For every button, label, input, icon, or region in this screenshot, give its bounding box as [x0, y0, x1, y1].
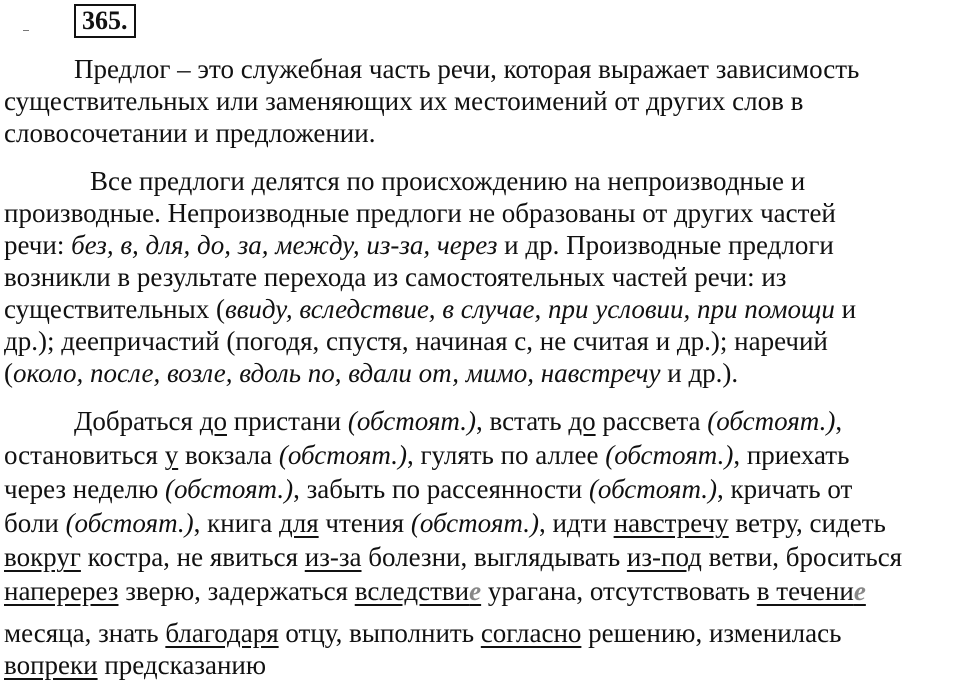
role-note: (обстоят.)	[588, 474, 718, 504]
preposition	[757, 576, 866, 606]
text: и др. Производные предлоги	[497, 230, 834, 260]
classification-line-4: возникли в результате перехода из самостоятельных частей речи: из	[4, 262, 787, 292]
text: остановиться	[4, 440, 165, 470]
margin-mark	[23, 30, 29, 31]
classification-line-7	[4, 358, 956, 389]
answer-line-8	[4, 650, 956, 681]
classification-line-1: Все предлоги делятся по происхождению на непроизводные и	[90, 166, 806, 196]
answer-line-4	[4, 508, 956, 539]
highlighted-ending: е	[853, 576, 866, 606]
text: решению, изменилась	[581, 618, 842, 648]
role-note: (обстоят.)	[165, 474, 294, 504]
text: месяца, знать	[4, 618, 166, 648]
text: ветви, броситься	[701, 542, 903, 572]
text: костра, не явиться	[80, 542, 305, 572]
text: урагана, отсутствовать	[481, 576, 757, 606]
text: отцу, выполнить	[278, 618, 481, 648]
text: ветру, сидеть	[728, 508, 886, 538]
definition-line-3: словосочетании и предложении.	[4, 118, 376, 148]
text: пристани	[226, 406, 348, 436]
text: речи:	[4, 230, 72, 260]
preposition: до	[199, 406, 227, 436]
classification-line-2: производные. Непроизводные предлоги не образованы от других частей	[4, 198, 836, 228]
classification-line-3	[4, 230, 956, 261]
preposition: до	[568, 406, 596, 436]
text: и др.).	[660, 358, 739, 388]
role-note: (обстоят.)	[605, 440, 734, 470]
text: чтения	[318, 508, 411, 538]
text: (	[4, 358, 13, 388]
classification-line-6: др.); деепричастий (погодя, спустя, начиная с, не считая и др.); наречий	[4, 326, 828, 356]
preposition: наперерез	[4, 576, 119, 606]
answer-line-6	[4, 576, 956, 607]
answer-line-7	[4, 618, 956, 649]
role-note: (обстоят.)	[410, 508, 539, 538]
answer-line-2	[4, 440, 956, 471]
text: ,	[835, 406, 843, 436]
text: боли	[4, 508, 66, 538]
preposition-stem: вследстви	[354, 576, 470, 606]
text: , идти	[538, 508, 614, 538]
text: , кричать от	[717, 474, 853, 504]
preposition	[355, 576, 481, 606]
text: предсказанию	[97, 650, 267, 680]
noun-derived-examples: ввиду, вследствие, в случае, при условии, при помощи	[224, 294, 835, 324]
classification-line-5	[4, 294, 956, 325]
adverb-derived-examples: около, после, возле, вдоль по, вдали от, мимо, навстречу	[13, 358, 661, 388]
text: Добраться	[74, 406, 200, 436]
definition-line-2: существительных или заменяющих их местоимений от других слов в	[4, 86, 804, 116]
preposition: вопреки	[4, 650, 98, 680]
text: и	[834, 294, 857, 324]
role-note: (обстоят.)	[347, 406, 476, 436]
preposition: благодаря	[165, 618, 279, 648]
role-note: (обстоят.)	[707, 406, 836, 436]
text: , книга	[193, 508, 279, 538]
primitive-prepositions-examples: без, в, для, до, за, между, из-за, через	[71, 230, 498, 260]
preposition: вокруг	[4, 542, 81, 572]
answer-line-3	[4, 474, 956, 505]
text: , гулять по аллее	[406, 440, 606, 470]
role-note: (обстоят.)	[278, 440, 407, 470]
definition-line-1: Предлог – это служебная часть речи, которая выражает зависимость	[74, 54, 860, 84]
preposition: у	[164, 440, 179, 470]
exercise-number: 365.	[74, 4, 136, 38]
role-note: (обстоят.)	[65, 508, 194, 538]
answer-line-1	[4, 406, 956, 437]
text: , забыть по рассеянности	[293, 474, 589, 504]
answer-line-5	[4, 542, 956, 573]
highlighted-ending: е	[469, 576, 482, 606]
preposition: из-под	[626, 542, 702, 572]
preposition: навстречу	[613, 508, 729, 538]
text: рассвета	[595, 406, 708, 436]
preposition-stem: в течени	[756, 576, 854, 606]
text: вокзала	[178, 440, 279, 470]
text: болезни, выглядывать	[361, 542, 627, 572]
preposition: из-за	[304, 542, 362, 572]
preposition: для	[279, 508, 319, 538]
text: , встать	[475, 406, 569, 436]
text: через неделю	[4, 474, 165, 504]
text: зверю, задержаться	[118, 576, 355, 606]
text: существительных (	[4, 294, 225, 324]
text: , приехать	[733, 440, 850, 470]
preposition: согласно	[480, 618, 582, 648]
